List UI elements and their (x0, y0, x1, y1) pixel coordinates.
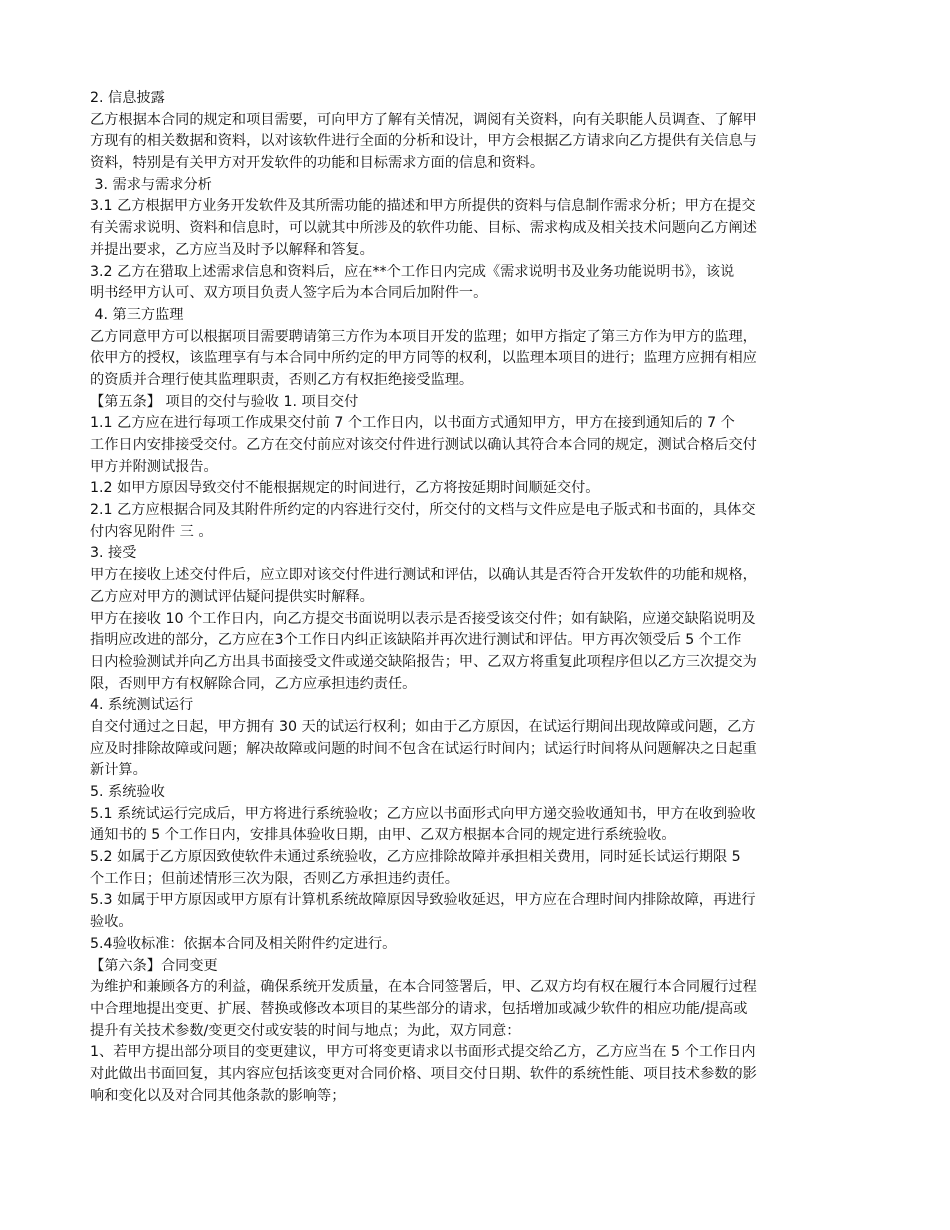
text-line: 中合理地提出变更、扩展、替换或修改本项目的某些部分的请求，包括增加或减少软件的相应功能/提高或 (90, 1000, 748, 1017)
text-line: 甲方在接收上述交付件后，应立即对该交付件进行测试和评估，以确认其是否符合开发软件的功能和规格， (90, 567, 757, 584)
text-line: 2.1 乙方应根据合同及其附件所约定的内容进行交付，所交付的文档与文件应是电子版式和书面的，具体交 (90, 502, 756, 519)
text-line: 提升有关技术参数/变更交付或安装的时间与地点；为此，双方同意： (90, 1022, 521, 1039)
text-line: 明书经甲方认可、双方项目负责人签字后为本合同后加附件一。 (90, 285, 488, 302)
text-line: 5.4验收标准：依据本合同及相关附件约定进行。 (90, 935, 397, 952)
text-line: 乙方应对甲方的测试评估疑问提供实时解释。 (90, 588, 374, 605)
text-line: 对此做出书面回复，其内容应包括该变更对合同价格、项目交付日期、软件的系统性能、项目技术参数的影 (90, 1065, 757, 1082)
text-line: 自交付通过之日起，甲方拥有 30 天的试运行权利；如由于乙方原因，在试运行期间出现故障或问题，乙方 (90, 718, 756, 735)
text-line: 5.1 系统试运行完成后，甲方将进行系统验收；乙方应以书面形式向甲方递交验收通知书，甲方在收到验收 (90, 805, 756, 822)
text-line: 工作日内安排接受交付。乙方在交付前应对该交付件进行测试以确认其符合本合同的规定，测试合格后交付 (90, 437, 757, 453)
text-line: 3. 需求与需求分析 (90, 176, 212, 193)
text-line: 通知书的 5 个工作日内，安排具体验收日期，由甲、乙双方根据本合同的规定进行系统验收。 (90, 827, 676, 844)
text-line: 乙方同意甲方可以根据项目需要聘请第三方作为本项目开发的监理；如甲方指定了第三方作为甲方的监理， (90, 328, 757, 345)
text-line: 日内检验测试并向乙方出具书面接受文件或递交缺陷报告；甲、乙双方将重复此项程序但以乙方三次提交为 (90, 653, 757, 670)
text-line: 为维护和兼顾各方的利益，确保系统开发质量，在本合同签署后，甲、乙双方均有权在履行本合同履行过程 (90, 979, 757, 996)
text-line: 5.2 如属于乙方原因致使软件未通过系统验收，乙方应排除故障并承担相关费用，同时延长试运行期限 5 (90, 849, 741, 866)
text-line: 甲方并附测试报告。 (90, 458, 218, 475)
text-line: 3.2 乙方在猎取上述需求信息和资料后，应在**个工作日内完成《需求说明书及业务功能说明书》，该说 (90, 263, 735, 280)
text-line: 验收。 (90, 914, 133, 931)
text-line: 4. 第三方监理 (90, 306, 184, 323)
text-line: 资料，特别是有关甲方对开发软件的功能和目标需求方面的信息和资料。 (90, 155, 545, 172)
text-line: 1.2 如甲方原因导致交付不能根据规定的时间进行，乙方将按延期时间顺延交付。 (90, 480, 600, 497)
text-line: 付内容见附件 三 。 (90, 523, 213, 540)
text-line: 限，否则甲方有权解除合同，乙方应承担违约责任。 (90, 675, 417, 692)
text-line: 指明应改进的部分，乙方应在3个工作日内纠正该缺陷并再次进行测试和评估。甲方再次领受后 5 个工作 (90, 632, 742, 649)
text-line: 3.1 乙方根据甲方业务开发软件及其所需功能的描述和甲方所提供的资料与信息制作需求分析；甲方在提交 (90, 198, 756, 215)
text-line: 【第五条】 项目的交付与验收 1. 项目交付 (90, 393, 359, 410)
text-line: 1、若甲方提出部分项目的变更建议，甲方可将变更请求以书面形式提交给乙方，乙方应当在 5 个工作日内 (90, 1044, 756, 1061)
contract-page (90, 88, 868, 1107)
text-line: 应及时排除故障或问题；解决故障或问题的时间不包含在试运行时间内；试运行时间将从问题解决之日起重 (90, 740, 757, 757)
text-line: 5.3 如属于甲方原因或甲方原有计算机系统故障原因导致验收延迟，甲方应在合理时间内排除故障，再进行 (90, 892, 756, 909)
text-line: 1.1 乙方应在进行每项工作成果交付前 7 个工作日内，以书面方式通知甲方，甲方在接到通知后的 7 个 (90, 415, 735, 432)
text-line: 甲方在接收 10 个工作日内，向乙方提交书面说明以表示是否接受该交付件；如有缺陷，应递交缺陷说明及 (90, 610, 756, 627)
text-line: 的资质并合理行使其监理职责，否则乙方有权拒绝接受监理。 (90, 371, 474, 388)
text-line: 并提出要求，乙方应当及时予以解释和答复。 (90, 241, 374, 258)
text-line: 【第六条】合同变更 (90, 957, 218, 974)
text-line: 乙方根据本合同的规定和项目需要，可向甲方了解有关情况，调阅有关资料，向有关职能人员调查、了解甲 (90, 111, 757, 128)
text-line: 2. 信息披露 (90, 90, 165, 106)
text-line: 新计算。 (90, 762, 147, 779)
text-line: 5. 系统验收 (90, 784, 165, 800)
text-line: 依甲方的授权，该监理享有与本合同中所约定的甲方同等的权利，以监理本项目的进行；监理方应拥有相应 (90, 350, 757, 367)
text-line: 方现有的相关数据和资料，以对该软件进行全面的分析和设计，甲方会根据乙方请求向乙方提供有关信息与 (90, 133, 757, 150)
text-line: 响和变化以及对合同其他条款的影响等； (90, 1087, 346, 1104)
text-line: 个工作日；但前述情形三次为限，否则乙方承担违约责任。 (90, 870, 459, 887)
text-line: 有关需求说明、资料和信息时，可以就其中所涉及的软件功能、目标、需求构成及相关技术问题向乙方阐述 (90, 220, 757, 237)
text-line: 4. 系统测试运行 (90, 697, 194, 714)
text-line: 3. 接受 (90, 545, 137, 562)
